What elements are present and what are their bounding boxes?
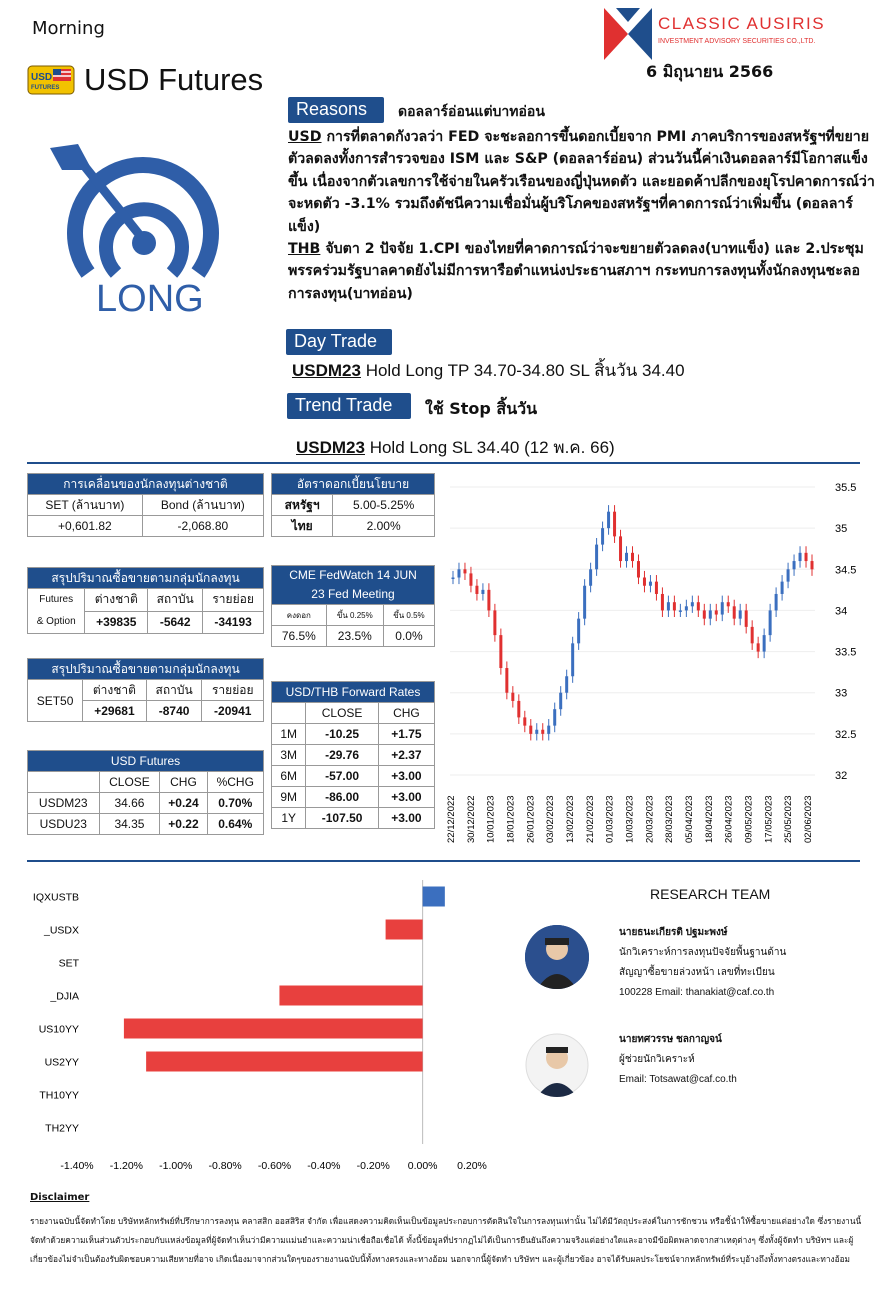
- usd-tag: USD: [288, 129, 322, 145]
- candle-body: [739, 610, 742, 618]
- set50-summary-v2: -8740: [146, 701, 202, 722]
- fedwatch-v2: 23.5%: [326, 626, 383, 647]
- candle-body: [517, 701, 520, 717]
- policy-rate-table: [271, 473, 435, 537]
- candle-body: [769, 610, 772, 635]
- y-tick-label: 33.5: [835, 646, 857, 659]
- category-label: TH10YY: [39, 1089, 79, 1102]
- y-tick-label: 34: [835, 605, 848, 618]
- category-label: _DJIA: [50, 990, 79, 1003]
- report-session: Morning: [32, 18, 105, 39]
- futures-summary-h3: รายย่อย: [203, 589, 264, 612]
- thb-reason: จับตา 2 ปัจจัย 1.CPI ของไทยที่คาดการณ์ว่าจะขยายตัวลดลง(บาทแข็ง) และ 2.ประชุมพรรคร่วมรัฐบาลคาดยังไม่มีการหารือตำแหน่งประธานสภาฯ กระทบการลงทุนทั้งนักลงทุนชะลอการลงทุน(บาทอ่อน): [288, 241, 864, 302]
- x-tick-label: 10/03/2023: [624, 795, 636, 843]
- forward-tenor: 6M: [272, 766, 306, 787]
- x-tick-label: 02/06/2023: [803, 795, 814, 843]
- analyst1-contact: 100228 Email: thanakiat@caf.co.th: [619, 987, 775, 998]
- forward-close: -57.00: [306, 766, 378, 787]
- y-tick-label: 35.5: [835, 482, 857, 494]
- foreign-flow-table: [27, 473, 264, 537]
- y-tick-label: 35: [835, 523, 848, 536]
- forward-close: -86.00: [306, 787, 378, 808]
- y-tick-label: 32: [835, 770, 848, 782]
- analyst1-name: นายธนะเกียรติ ปฐมะพงษ์: [619, 927, 728, 938]
- candle-body: [619, 536, 622, 561]
- futures-summary-row-label2: & Option: [36, 616, 76, 627]
- candle-body: [523, 717, 526, 725]
- x-tick-label: 05/04/2023: [684, 795, 695, 843]
- x-tick-label: -1.20%: [109, 1160, 144, 1172]
- analyst1-avatar: [525, 925, 589, 989]
- usd-futures-icon: [27, 65, 75, 95]
- futures-summary-table: [27, 567, 264, 634]
- candle-body: [541, 730, 544, 734]
- usd-reason: การที่ตลาดกังวลว่า FED จะชะลอการขึ้นดอกเบี้ยจาก PMI ภาคบริการของสหรัฐฯที่ขยายตัวลดลงทั้งการสำรวจของ ISM และ S&P (ดอลลาร์อ่อน) ส่วนวันนี้ค่าเงินดอลลาร์มีโอกาสแข็งขึ้น เนื่องจากตัวเลขการใช้จ่ายในครัวเรือนของญี่ปุ่นหดตัว และยอดค้าปลีกของยุโรปคาดการณ์ว่าจะหดตัว -3.1% รวมถึงดัชนีความเชื่อมั่นผู้บริโภคของสหรัฐฯที่คาดการณ์ว่าเพิ่มขึ้น (ดอลลาร์แข็ง): [288, 129, 875, 235]
- x-tick-label: 18/01/2023: [505, 795, 517, 843]
- analyst1-info: [619, 923, 786, 1003]
- candle-body: [553, 709, 556, 725]
- candle-body: [487, 590, 490, 611]
- forward-tenor: 9M: [272, 787, 306, 808]
- category-label: _USDX: [43, 924, 79, 937]
- company-name: CLASSIC AUSIRIS: [658, 14, 826, 33]
- forward-chg: +1.75: [378, 724, 434, 745]
- candle-body: [709, 610, 712, 618]
- fedwatch-v3: 0.0%: [383, 626, 434, 647]
- category-label: US10YY: [38, 1023, 79, 1036]
- trend-trade-text: Hold Long SL 34.40 (12 พ.ค. 66): [364, 438, 615, 457]
- x-tick-label: -0.20%: [356, 1160, 390, 1172]
- analyst2-name: นายทศวรรษ ชลกาญจน์: [619, 1034, 722, 1045]
- candle-body: [793, 561, 796, 569]
- x-tick-label: 21/02/2023: [584, 795, 596, 843]
- reasons-body: [288, 126, 880, 305]
- bar: [423, 887, 445, 907]
- foreign-flow-v1: +0,601.82: [28, 516, 143, 537]
- candle-body: [667, 602, 670, 610]
- forward-chg: +2.37: [378, 745, 434, 766]
- disclaimer-title: Disclaimer: [30, 1192, 90, 1203]
- x-tick-label: 09/05/2023: [743, 795, 755, 843]
- x-tick-label: 10/01/2023: [485, 795, 497, 843]
- candle-body: [457, 569, 460, 577]
- x-tick-label: 18/04/2023: [703, 795, 715, 843]
- candle-body: [787, 569, 790, 581]
- candle-body: [781, 582, 784, 594]
- candle-body: [631, 553, 634, 561]
- signal-label: LONG: [96, 278, 204, 320]
- candle-body: [757, 643, 760, 651]
- forward-tenor: 1M: [272, 724, 306, 745]
- usd-futures-symbol: USDU23: [28, 814, 100, 835]
- y-tick-label: 34.5: [835, 564, 857, 577]
- candle-body: [577, 619, 580, 644]
- x-tick-label: 25/05/2023: [783, 795, 795, 843]
- candle-body: [751, 627, 754, 643]
- table-row: [272, 808, 435, 829]
- fedwatch-table: [271, 565, 435, 647]
- candle-body: [679, 610, 682, 612]
- candle-body: [715, 610, 718, 614]
- x-tick-label: -1.00%: [159, 1160, 193, 1172]
- category-label: US2YY: [44, 1056, 79, 1069]
- foreign-flow-v2: -2,068.80: [142, 516, 263, 537]
- category-label: IQXUSTB: [32, 891, 79, 904]
- analyst1-role: นักวิเคราะห์การลงทุนปัจจัยพื้นฐานด้าน: [619, 947, 787, 958]
- day-trade-line: [292, 357, 685, 384]
- usd-futures-close: 34.35: [99, 814, 160, 835]
- usd-futures-table: [27, 750, 264, 835]
- futures-summary-row-label: Futures: [39, 594, 74, 605]
- set50-summary-h1: ต่างชาติ: [83, 680, 147, 701]
- fedwatch-h3: ขึ้น 0.5%: [383, 605, 434, 626]
- x-tick-label: 26/04/2023: [723, 795, 735, 843]
- category-label: SET: [58, 957, 79, 970]
- trend-trade-note: ใช้ Stop สิ้นวัน: [425, 399, 538, 418]
- day-trade-text: Hold Long TP 34.70-34.80 SL สิ้นวัน 34.40: [360, 361, 685, 380]
- candle-body: [691, 602, 694, 606]
- candle-body: [559, 693, 562, 709]
- candle-body: [763, 635, 766, 651]
- table-row: [272, 724, 435, 745]
- candle-body: [589, 569, 592, 585]
- forward-close: -107.50: [306, 808, 378, 829]
- market-change-bar-chart: [27, 876, 497, 1176]
- forward-h2: CHG: [378, 703, 434, 724]
- x-tick-label: 26/01/2023: [525, 795, 537, 843]
- set50-summary-row-label: SET50: [28, 680, 83, 722]
- candle-body: [613, 512, 616, 537]
- table-row: [272, 766, 435, 787]
- futures-summary-v2: -5642: [148, 611, 203, 634]
- trend-trade-label: Trend Trade: [287, 393, 411, 419]
- set50-summary-v3: -20941: [202, 701, 264, 722]
- usd-futures-chg: +0.22: [160, 814, 207, 835]
- x-tick-label: 01/03/2023: [604, 795, 616, 843]
- usd-futures-h2: CHG: [160, 772, 207, 793]
- candle-body: [493, 610, 496, 635]
- candle-body: [673, 602, 676, 610]
- forward-close: -10.25: [306, 724, 378, 745]
- x-tick-label: -0.80%: [208, 1160, 242, 1172]
- candle-body: [733, 606, 736, 618]
- candle-body: [775, 594, 778, 610]
- usd-futures-pct: 0.70%: [207, 793, 263, 814]
- candle-body: [811, 561, 814, 569]
- candle-body: [505, 668, 508, 693]
- foreign-flow-h1: SET (ล้านบาท): [28, 495, 143, 516]
- candle-body: [637, 561, 640, 577]
- policy-rate-th: 2.00%: [333, 516, 435, 537]
- candle-body: [481, 590, 484, 594]
- analyst2-contact: Email: Totsawat@caf.co.th: [619, 1074, 737, 1085]
- x-tick-label: 30/12/2022: [465, 795, 477, 843]
- report-date: 6 มิถุนายน 2566: [646, 62, 774, 81]
- candle-body: [661, 594, 664, 610]
- x-tick-label: 28/03/2023: [664, 795, 676, 843]
- futures-summary-v1: +39835: [85, 611, 148, 634]
- candle-body: [529, 726, 532, 734]
- thb-tag: THB: [288, 241, 321, 258]
- fedwatch-v1: 76.5%: [272, 626, 327, 647]
- table-row: [272, 745, 435, 766]
- usd-icon-sub: FUTURES: [31, 85, 60, 91]
- forward-chg: +3.00: [378, 787, 434, 808]
- x-tick-label: 0.20%: [457, 1160, 487, 1172]
- candle-body: [535, 730, 538, 734]
- divider-top: [27, 462, 860, 464]
- divider-bottom: [27, 860, 860, 862]
- analyst2-avatar: [525, 1033, 589, 1097]
- candle-body: [745, 610, 748, 626]
- candle-body: [649, 582, 652, 586]
- candle-body: [511, 693, 514, 701]
- target-icon: [48, 138, 238, 278]
- bar: [279, 986, 422, 1006]
- candle-body: [655, 582, 658, 594]
- forward-close: -29.76: [306, 745, 378, 766]
- x-tick-label: -0.40%: [307, 1160, 341, 1172]
- disclaimer-text: รายงานฉบับนี้จัดทำโดย บริษัทหลักทรัพย์ที่ปรึกษาการลงทุน คลาสสิก ออสสิริส จำกัด เพื่อแสดงความคิดเห็นเป็นข้อมูลประกอบการตัดสินใจในการลงทุนเท่านั้น ไม่ได้มีวัตถุประสงค์ในการชักชวน หรือชี้นำให้ซื้อขายแต่อย่างใด ซึ่งรายงานนี้ จัดทำด้วยความเห็นส่วนตัวประกอบกับแหล่งข้อมูลที่ผู้จัดทำเห็นว่ามีความแม่นยำและความน่าเชื่อถือเชื่อได้ ทั้งนี้ข้อมูลที่ปรากฏไม่ได้เป็นการยืนยันถึงความจริงแต่อย่างใดและอาจมีข้อผิดพลาดจากสาเหตุต่างๆ ซึ่งทั้งผู้จัดทำ บริษัทฯ และผู้เกี่ยวข้องไม่จำเป็นต้องรับผิดชอบความเสียหายที่อาจ เกิดเนื่องมาจากส่วนใดๆของรายงานฉบับนี้ทั้งทางตรงและทางอ้อม นอกจากนี้ผู้จัดทำ บริษัทฯ และผู้เกี่ยวข้อง อาจได้รับผลประโยชน์จากหลักทรัพย์ที่ระบุอ้างถึงทั้งทางตรงและทางอ้อม: [30, 1216, 862, 1264]
- table-row: [272, 787, 435, 808]
- x-tick-label: 17/05/2023: [763, 795, 775, 843]
- usd-futures-h3: %CHG: [207, 772, 263, 793]
- set50-summary-v1: +29681: [83, 701, 147, 722]
- policy-rate-th-label: ไทย: [272, 516, 333, 537]
- candle-body: [703, 610, 706, 618]
- x-tick-label: 22/12/2022: [446, 795, 457, 843]
- candle-body: [469, 573, 472, 585]
- bar: [124, 1019, 423, 1039]
- candle-body: [799, 553, 802, 561]
- category-label: TH2YY: [45, 1122, 79, 1135]
- analyst2-info: [619, 1030, 737, 1090]
- forward-title: USD/THB Forward Rates: [272, 682, 435, 703]
- candle-body: [727, 602, 730, 606]
- futures-summary-h2: สถาบัน: [148, 589, 203, 612]
- usd-futures-title: USD Futures: [28, 751, 264, 772]
- y-tick-label: 33: [835, 687, 848, 700]
- futures-summary-h1: ต่างชาติ: [85, 589, 148, 612]
- analyst2-role: ผู้ช่วยนักวิเคราะห์: [619, 1054, 695, 1065]
- candle-body: [601, 528, 604, 544]
- usd-futures-chg: +0.24: [160, 793, 207, 814]
- day-trade-label: Day Trade: [286, 329, 392, 355]
- candle-body: [463, 569, 466, 573]
- futures-summary-title: สรุปปริมาณซื้อขายตามกลุ่มนักลงทุน: [28, 568, 264, 589]
- usd-futures-close: 34.66: [99, 793, 160, 814]
- candle-body: [583, 586, 586, 619]
- candle-body: [595, 545, 598, 570]
- bar: [146, 1052, 423, 1072]
- x-tick-label: 20/03/2023: [644, 795, 656, 843]
- x-tick-label: 0.00%: [407, 1160, 438, 1172]
- x-tick-label: -1.40%: [60, 1160, 94, 1172]
- candle-body: [547, 726, 550, 734]
- policy-rate-us-label: สหรัฐฯ: [272, 495, 333, 516]
- foreign-flow-h2: Bond (ล้านบาท): [142, 495, 263, 516]
- candle-body: [625, 553, 628, 561]
- candle-body: [571, 643, 574, 676]
- company-subname: INVESTMENT ADVISORY SECURITIES CO.,LTD.: [658, 38, 816, 45]
- set50-summary-h2: สถาบัน: [146, 680, 202, 701]
- fedwatch-title: CME FedWatch 14 JUN: [289, 568, 417, 582]
- candle-body: [805, 553, 808, 561]
- forward-chg: +3.00: [378, 808, 434, 829]
- x-tick-label: 13/02/2023: [565, 795, 576, 843]
- fedwatch-h2: ขึ้น 0.25%: [326, 605, 383, 626]
- set50-summary-title: สรุปปริมาณซื้อขายตามกลุ่มนักลงทุน: [28, 659, 264, 680]
- candle-body: [565, 676, 568, 692]
- trend-trade-symbol: USDM23: [296, 438, 365, 457]
- policy-rate-title: อัตราดอกเบี้ยนโยบาย: [272, 474, 435, 495]
- usd-icon-text: USD: [31, 72, 53, 83]
- forward-rates-table: [271, 681, 435, 829]
- reasons-headline: ดอลลาร์อ่อนแต่บาทอ่อน: [398, 104, 545, 120]
- forward-h1: CLOSE: [306, 703, 378, 724]
- foreign-flow-title: การเคลื่อนของนักลงทุนต่างชาติ: [28, 474, 264, 495]
- set50-summary-table: [27, 658, 264, 722]
- table-row: [28, 814, 264, 835]
- candle-body: [685, 606, 688, 610]
- analyst1-role2: สัญญาซื้อขายล่วงหน้า เลขที่ทะเบียน: [619, 967, 775, 978]
- y-tick-label: 32.5: [835, 728, 857, 741]
- usd-futures-h1: CLOSE: [99, 772, 160, 793]
- candle-body: [607, 512, 610, 528]
- research-team-title: RESEARCH TEAM: [650, 886, 771, 902]
- page-title: USD Futures: [84, 62, 264, 97]
- candle-body: [451, 578, 454, 580]
- bar: [386, 920, 423, 940]
- set50-summary-h3: รายย่อย: [202, 680, 264, 701]
- policy-rate-us: 5.00-5.25%: [333, 495, 435, 516]
- candle-body: [721, 602, 724, 614]
- table-row: [28, 793, 264, 814]
- candle-body: [643, 578, 646, 586]
- futures-summary-v3: -34193: [203, 611, 264, 634]
- forward-chg: +3.00: [378, 766, 434, 787]
- usd-futures-pct: 0.64%: [207, 814, 263, 835]
- trend-trade-line: [296, 434, 615, 461]
- forward-tenor: 3M: [272, 745, 306, 766]
- fedwatch-h1: คงดอก: [272, 605, 327, 626]
- x-tick-label: 03/02/2023: [545, 795, 557, 843]
- forward-tenor: 1Y: [272, 808, 306, 829]
- usd-futures-symbol: USDM23: [28, 793, 100, 814]
- x-tick-label: -0.60%: [257, 1160, 292, 1172]
- reasons-label: Reasons: [288, 97, 384, 123]
- usdthb-candlestick-chart: [445, 475, 865, 845]
- day-trade-symbol: USDM23: [292, 361, 361, 380]
- candle-body: [499, 635, 502, 668]
- candle-body: [697, 602, 700, 610]
- candle-body: [475, 586, 478, 594]
- fedwatch-sub: 23 Fed Meeting: [311, 587, 395, 601]
